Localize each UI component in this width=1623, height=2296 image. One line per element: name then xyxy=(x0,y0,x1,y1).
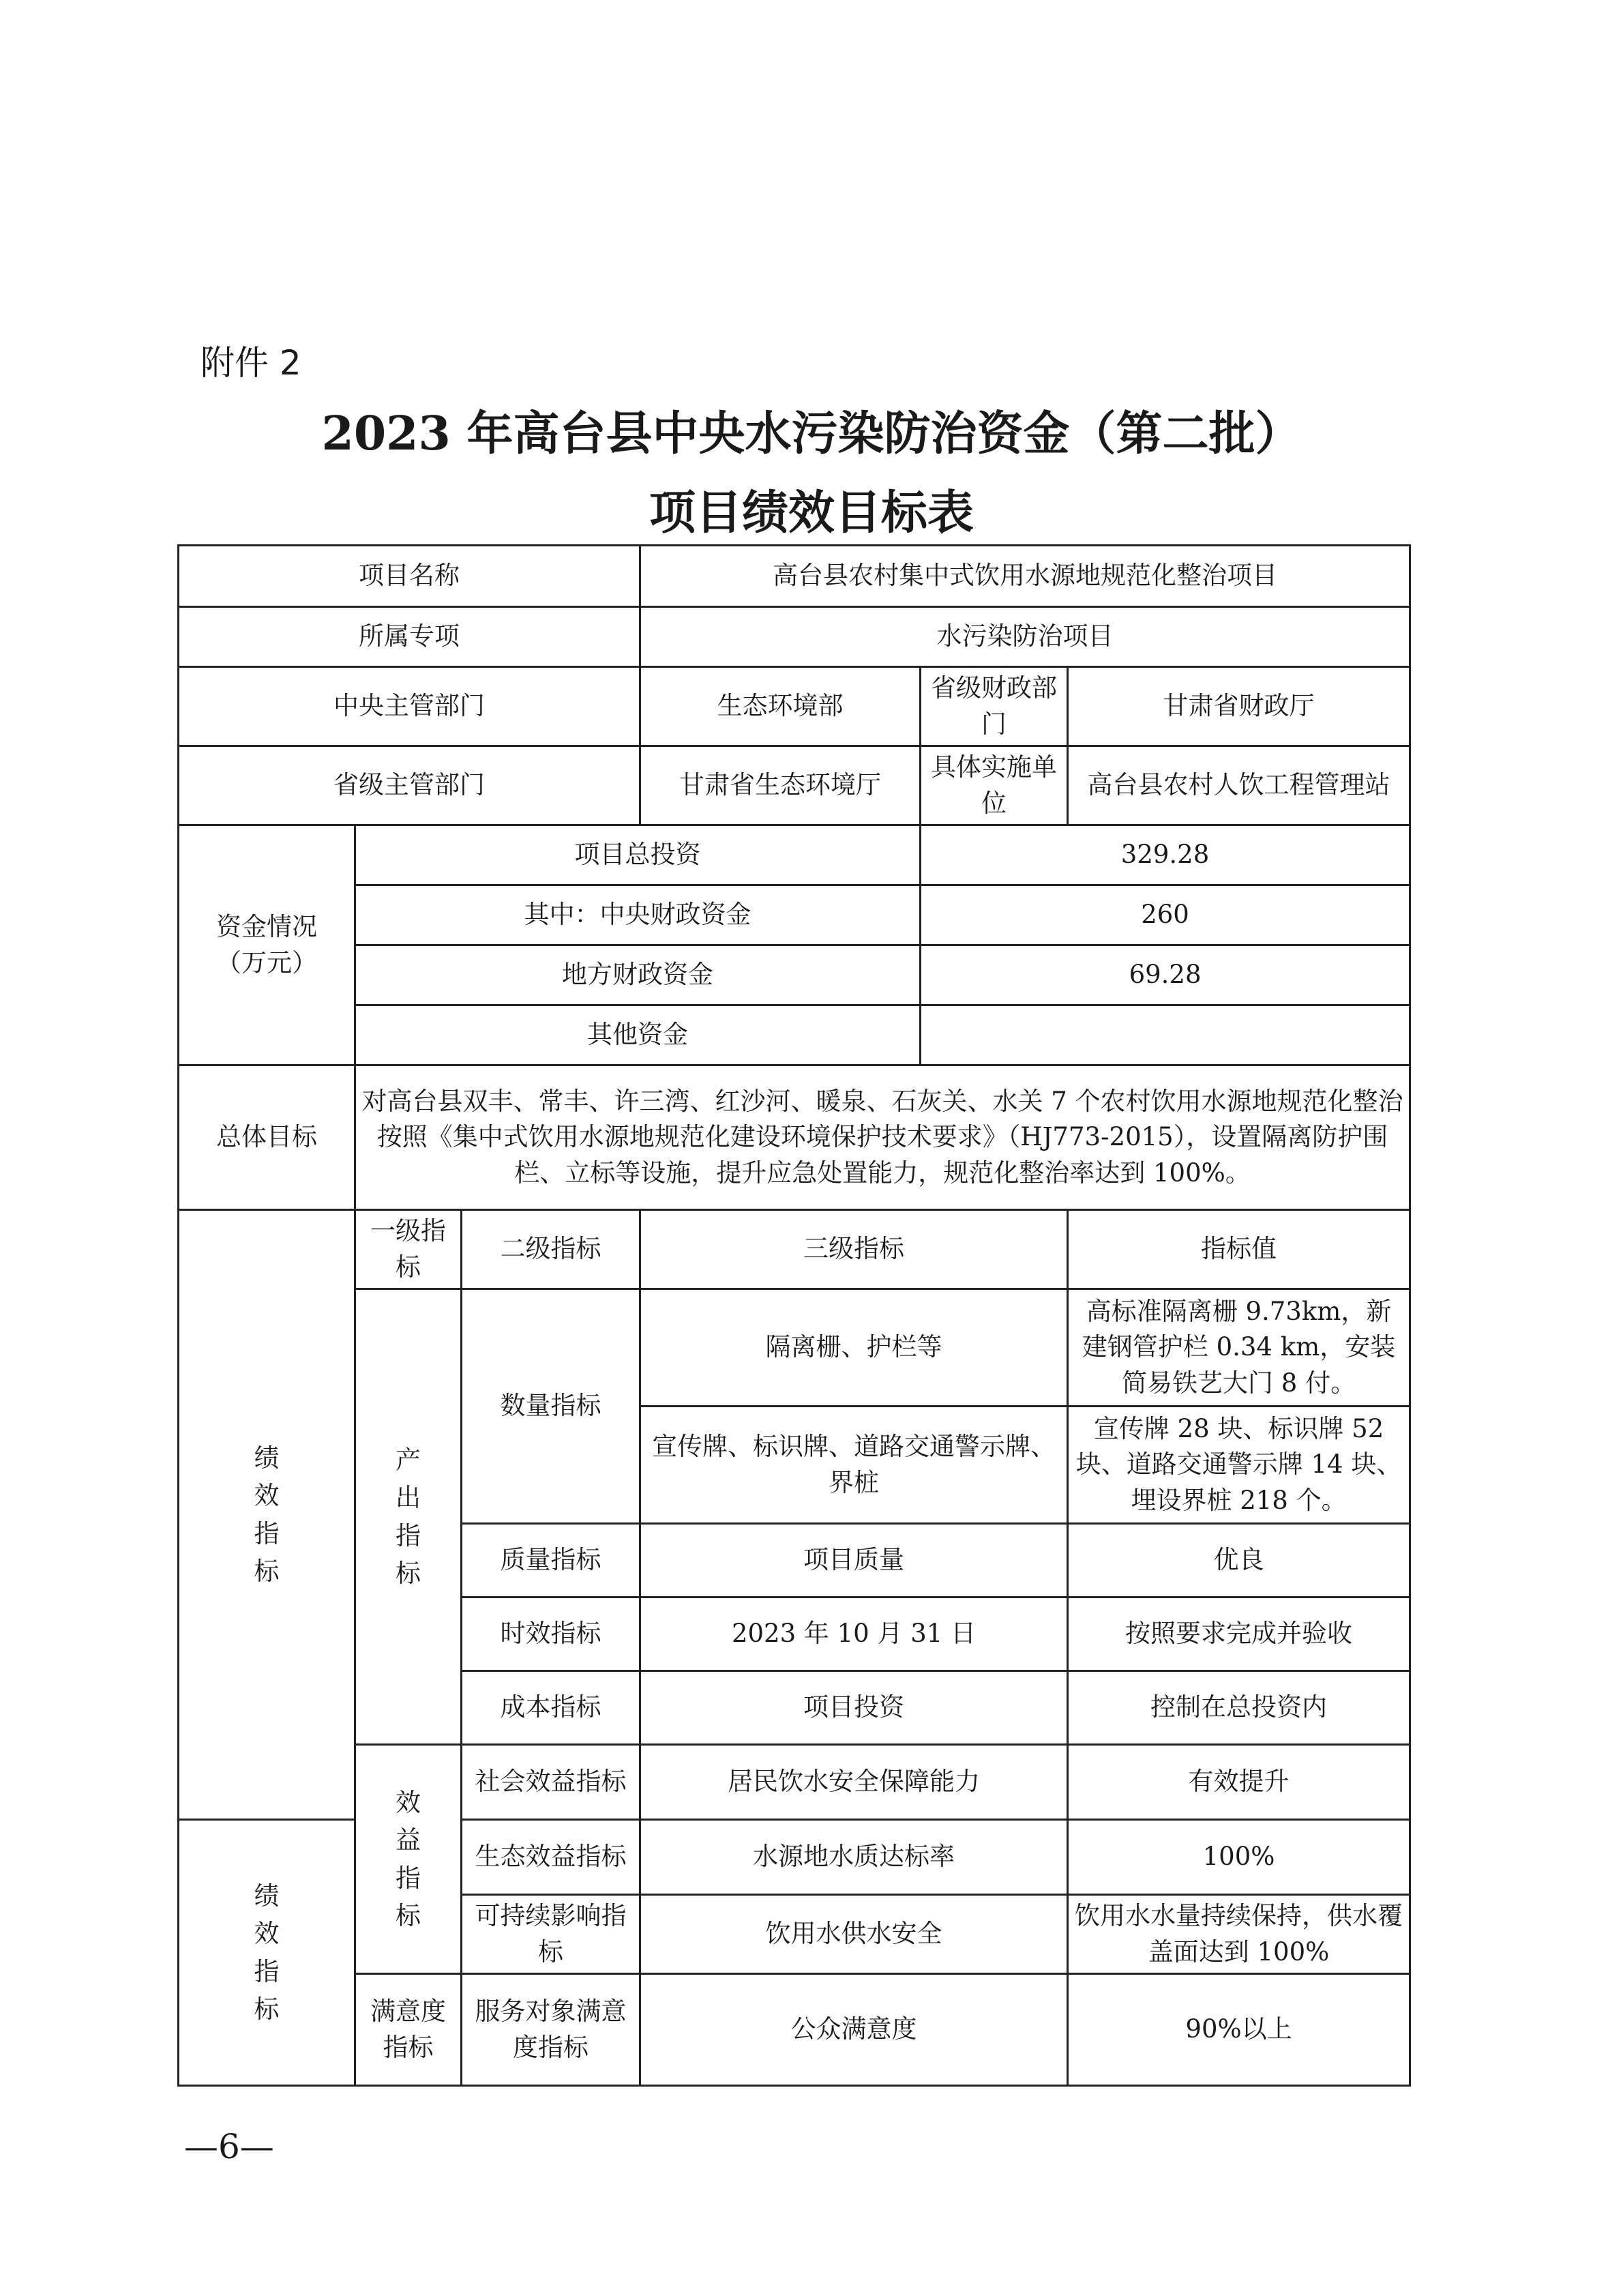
value-header: 指标值 xyxy=(1068,1210,1410,1289)
document-subtitle: 项目绩效目标表 xyxy=(649,486,974,540)
impl-unit-label: 具体实施单位 xyxy=(921,746,1068,825)
attachment-label: 附件 2 xyxy=(200,343,301,383)
indicators-group-label xyxy=(179,1210,355,1820)
funds-label-line2: （万元） xyxy=(216,947,317,977)
prov-dept-label: 省级主管部门 xyxy=(179,746,640,825)
other-funds-value xyxy=(921,1005,1410,1065)
impl-unit-value: 高台县农村人饮工程管理站 xyxy=(1068,746,1410,825)
sustainability-label: 可持续影响指标 xyxy=(462,1895,640,1974)
prov-dept-value: 甘肃省生态环境厅 xyxy=(640,746,921,825)
prov-finance-value: 甘肃省财政厅 xyxy=(1068,667,1410,746)
prov-finance-label: 省级财政部门 xyxy=(921,667,1068,746)
cost-item: 项目投资 xyxy=(640,1671,1068,1745)
overall-goal-text: 对高台县双丰、常丰、许三湾、红沙河、暖泉、石灰关、水关 7 个农村饮用水源地规范化整治按照《集中式饮用水源地规范化建设环境保护技术要求》（HJ773-2015），设置隔离防护围栏、立标等设施，提升应急处置能力，规范化整治率达到 100%。 xyxy=(355,1065,1410,1210)
satisfaction-indicator-label: 满意度指标 xyxy=(355,1974,462,2086)
benefit-indicator-text: 效益指标 xyxy=(396,1787,421,1931)
local-funds-value: 69.28 xyxy=(921,945,1410,1005)
project-name-label: 项目名称 xyxy=(179,546,640,607)
funds-label-line1: 资金情况 xyxy=(216,912,317,942)
central-dept-value: 生态环境部 xyxy=(640,667,921,746)
social-benefit-value: 有效提升 xyxy=(1068,1745,1410,1820)
quality-indicator-label: 质量指标 xyxy=(462,1524,640,1598)
other-funds-label: 其他资金 xyxy=(355,1005,921,1065)
output-indicator-text: 产出指标 xyxy=(396,1445,421,1589)
timeliness-item: 2023 年 10 月 31 日 xyxy=(640,1598,1068,1671)
quantity-item-1: 隔离栅、护栏等 xyxy=(640,1289,1068,1407)
quantity-item-2: 宣传牌、标识牌、道路交通警示牌、界桩 xyxy=(640,1407,1068,1524)
total-investment-label: 项目总投资 xyxy=(355,825,921,885)
eco-benefit-value: 100% xyxy=(1068,1820,1410,1895)
indicators-group-text-2: 绩效指标 xyxy=(254,1881,280,2025)
indicators-group-label-2 xyxy=(179,1820,355,2086)
category-label: 所属专项 xyxy=(179,607,640,667)
level3-header: 三级指标 xyxy=(640,1210,1068,1289)
sustainability-value: 饮用水水量持续保持，供水覆盖面达到 100% xyxy=(1068,1895,1410,1974)
benefit-indicator-label xyxy=(355,1745,462,1974)
satisfaction-item: 公众满意度 xyxy=(640,1974,1068,2086)
social-benefit-label: 社会效益指标 xyxy=(462,1745,640,1820)
central-funds-label: 其中：中央财政资金 xyxy=(355,885,921,945)
quality-value: 优良 xyxy=(1068,1524,1410,1598)
local-funds-label: 地方财政资金 xyxy=(355,945,921,1005)
quantity-indicator-label: 数量指标 xyxy=(462,1289,640,1524)
service-satisfaction-label: 服务对象满意度指标 xyxy=(462,1974,640,2086)
quantity-value-2: 宣传牌 28 块、标识牌 52 块、道路交通警示牌 14 块、埋设界桩 218 个。 xyxy=(1068,1407,1410,1524)
eco-benefit-item: 水源地水质达标率 xyxy=(640,1820,1068,1895)
output-indicator-label xyxy=(355,1289,462,1745)
project-name-value: 高台县农村集中式饮用水源地规范化整治项目 xyxy=(640,546,1410,607)
central-funds-value: 260 xyxy=(921,885,1410,945)
indicators-group-text: 绩效指标 xyxy=(254,1443,280,1587)
cost-indicator-label: 成本指标 xyxy=(462,1671,640,1745)
level1-header: 一级指标 xyxy=(355,1210,462,1289)
eco-benefit-label: 生态效益指标 xyxy=(462,1820,640,1895)
performance-target-table xyxy=(177,544,1411,2087)
timeliness-indicator-label: 时效指标 xyxy=(462,1598,640,1671)
sustainability-item: 饮用水供水安全 xyxy=(640,1895,1068,1974)
category-value: 水污染防治项目 xyxy=(640,607,1410,667)
page-number: —6— xyxy=(184,2127,274,2166)
overall-goal-label: 总体目标 xyxy=(179,1065,355,1210)
cost-value: 控制在总投资内 xyxy=(1068,1671,1410,1745)
document-title: 2023 年高台县中央水污染防治资金（第二批） xyxy=(321,407,1302,461)
funds-label xyxy=(179,825,355,1065)
social-benefit-item: 居民饮水安全保障能力 xyxy=(640,1745,1068,1820)
timeliness-value: 按照要求完成并验收 xyxy=(1068,1598,1410,1671)
quality-item: 项目质量 xyxy=(640,1524,1068,1598)
level2-header: 二级指标 xyxy=(462,1210,640,1289)
total-investment-value: 329.28 xyxy=(921,825,1410,885)
central-dept-label: 中央主管部门 xyxy=(179,667,640,746)
quantity-value-1: 高标准隔离栅 9.73km，新建钢管护栏 0.34 km，安装简易铁艺大门 8 付。 xyxy=(1068,1289,1410,1407)
satisfaction-value: 90%以上 xyxy=(1068,1974,1410,2086)
